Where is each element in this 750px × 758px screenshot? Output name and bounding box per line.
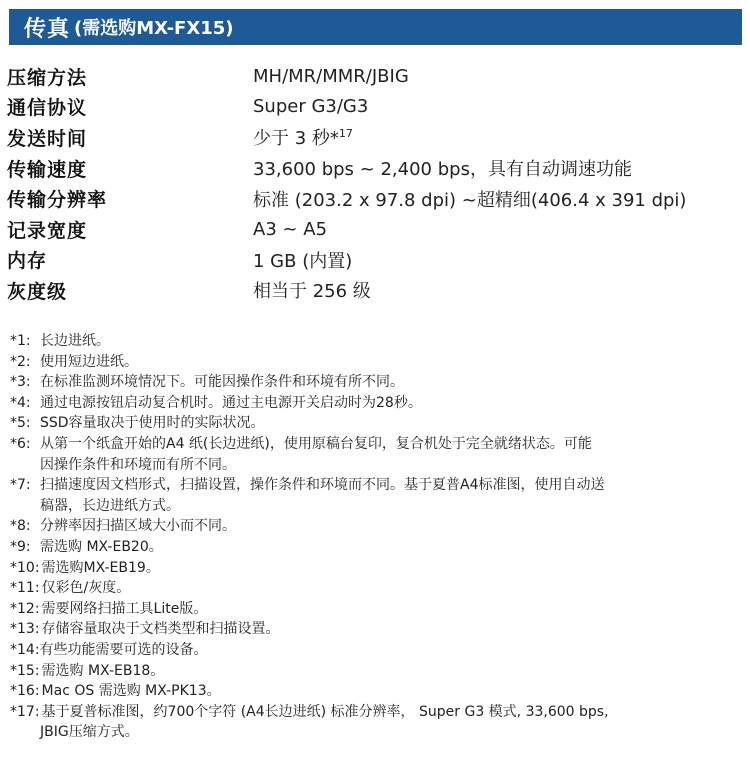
footnote-item bbox=[10, 372, 710, 393]
spec-value bbox=[253, 247, 352, 273]
spec-row bbox=[7, 275, 742, 306]
footnote-item bbox=[10, 393, 710, 414]
footnote-number: *11: bbox=[10, 580, 40, 597]
footnote-text: SSD容量取决于使用时的实际状况。 bbox=[40, 415, 265, 432]
footnote-number: *17: bbox=[10, 703, 40, 720]
section-subtitle: (需选购MX-FX15) bbox=[74, 18, 234, 39]
footnote-continuation: 稿器，长边进纸方式。 bbox=[40, 497, 180, 514]
spec-row bbox=[7, 122, 742, 153]
footnote-text: 需选购 MX-EB18。 bbox=[41, 662, 165, 679]
spec-label: 记录宽度 bbox=[7, 219, 88, 242]
footnote-number: *12: bbox=[10, 600, 40, 617]
spec-value bbox=[253, 155, 632, 181]
footnote-number: *3: bbox=[10, 374, 31, 391]
footnote-text: 通过电源按钮启动复合机时。通过主电源开关启动时为28秒。 bbox=[40, 394, 422, 411]
footnote-item bbox=[10, 661, 710, 682]
footnote-number: *15: bbox=[10, 662, 40, 679]
section-title: 传真 bbox=[24, 16, 71, 42]
footnote-item bbox=[10, 413, 710, 434]
spec-value-text: 33,600 bps ~ 2,400 bps，具有自动调速功能 bbox=[253, 159, 632, 181]
spec-label: 内存 bbox=[7, 250, 48, 273]
footnote-text: 使用短边进纸。 bbox=[40, 353, 138, 370]
spec-value-text: A3 ~ A5 bbox=[253, 218, 328, 240]
footnote-continuation: JBIG压缩方式。 bbox=[40, 724, 139, 741]
footnote-number: *4: bbox=[10, 394, 31, 411]
spec-value bbox=[253, 186, 686, 212]
footnote-item bbox=[10, 619, 710, 640]
footnote-item bbox=[10, 640, 710, 661]
spec-row bbox=[7, 153, 742, 184]
spec-label: 灰度级 bbox=[7, 280, 68, 303]
footnote-text: 需要网络扫描工具Lite版。 bbox=[41, 600, 208, 617]
spec-row bbox=[7, 245, 742, 276]
footnote-text: 从第一个纸盒开始的A4 纸(长边进纸)，使用原稿台复印，复合机处于完全就绪状态。可能 bbox=[40, 435, 592, 452]
footnote-number: *10: bbox=[10, 559, 40, 576]
footnote-item bbox=[10, 558, 710, 579]
footnote-item bbox=[10, 475, 710, 496]
footnote-number: *6: bbox=[10, 435, 31, 452]
footnote-item bbox=[10, 434, 710, 455]
footnote-number: *2: bbox=[10, 353, 31, 370]
footnote-text: 存储容量取决于文档类型和扫描设置。 bbox=[41, 621, 280, 638]
footnote-item bbox=[10, 537, 710, 558]
spec-label: 通信协议 bbox=[7, 97, 88, 120]
footnote-number: *14: bbox=[10, 641, 40, 658]
footnote-text: 需选购 MX-EB20。 bbox=[40, 538, 163, 555]
spec-value-text: 相当于 256 级 bbox=[253, 281, 371, 303]
spec-value bbox=[253, 124, 353, 150]
footnote-number: *7: bbox=[10, 477, 31, 494]
spec-row bbox=[7, 92, 742, 123]
footnote-item bbox=[10, 599, 710, 620]
footnote-number: *5: bbox=[10, 415, 31, 432]
footnote-item bbox=[10, 516, 710, 537]
spec-value bbox=[253, 277, 371, 303]
spec-row bbox=[7, 183, 742, 214]
footnote-item bbox=[10, 578, 710, 599]
footnote-text: 有些功能需要可选的设备。 bbox=[39, 641, 208, 658]
spec-value-text: Super G3/G3 bbox=[253, 96, 369, 118]
footnote-text: 扫描速度因文档形式，扫描设置，操作条件和环境而不同。基于夏普A4标准图，使用自动送 bbox=[40, 477, 605, 494]
spec-label: 传输速度 bbox=[7, 158, 88, 181]
footnote-number: *1: bbox=[10, 333, 31, 349]
spec-table bbox=[7, 61, 742, 306]
spec-row bbox=[7, 61, 742, 92]
footnote-number: *8: bbox=[10, 518, 31, 535]
footnote-text: 分辨率因扫描区域大小而不同。 bbox=[40, 518, 236, 535]
spec-value bbox=[253, 96, 368, 117]
footnote-text: 在标准监测环境情况下。可能因操作条件和环境有所不同。 bbox=[40, 374, 404, 391]
spec-value-text: 少于 3 秒* bbox=[253, 128, 339, 150]
footnote-item bbox=[10, 331, 710, 352]
footnote-item bbox=[10, 681, 710, 702]
footnote-number: *16: bbox=[10, 683, 40, 700]
footnote-text: 需选购MX-EB19。 bbox=[41, 559, 160, 576]
footnote-text: Mac OS 需选购 MX-PK13。 bbox=[41, 683, 221, 700]
footnote-text: 基于夏普标准图，约700个字符 (A4长边进纸) 标准分辨率， Super G3 模式, 33,600 bps, bbox=[41, 703, 609, 720]
spec-label: 发送时间 bbox=[7, 127, 88, 150]
footnote-continuation: 因操作条件和环境而有所不同。 bbox=[40, 456, 236, 473]
footnote-item bbox=[10, 702, 710, 723]
footnote-number: *13: bbox=[10, 621, 40, 638]
footnote-ref: 17 bbox=[338, 127, 353, 141]
footnote-item bbox=[10, 352, 710, 373]
footnote-text: 长边进纸。 bbox=[40, 333, 110, 349]
footnote-number: *9: bbox=[10, 538, 31, 555]
spec-label: 压缩方法 bbox=[7, 66, 88, 89]
spec-label: 传输分辨率 bbox=[7, 189, 108, 212]
spec-value bbox=[253, 219, 327, 240]
section-header bbox=[9, 9, 742, 45]
footnote-text: 仅彩色/灰度。 bbox=[41, 580, 131, 597]
footnotes bbox=[10, 331, 710, 743]
spec-value-text: 标准 (203.2 x 97.8 dpi) ~超精细(406.4 x 391 dpi) bbox=[253, 189, 687, 211]
spec-value bbox=[253, 66, 409, 87]
spec-row bbox=[7, 214, 742, 245]
spec-value-text: MH/MR/MMR/JBIG bbox=[253, 65, 409, 87]
spec-value-text: 1 GB (内置) bbox=[253, 250, 353, 272]
